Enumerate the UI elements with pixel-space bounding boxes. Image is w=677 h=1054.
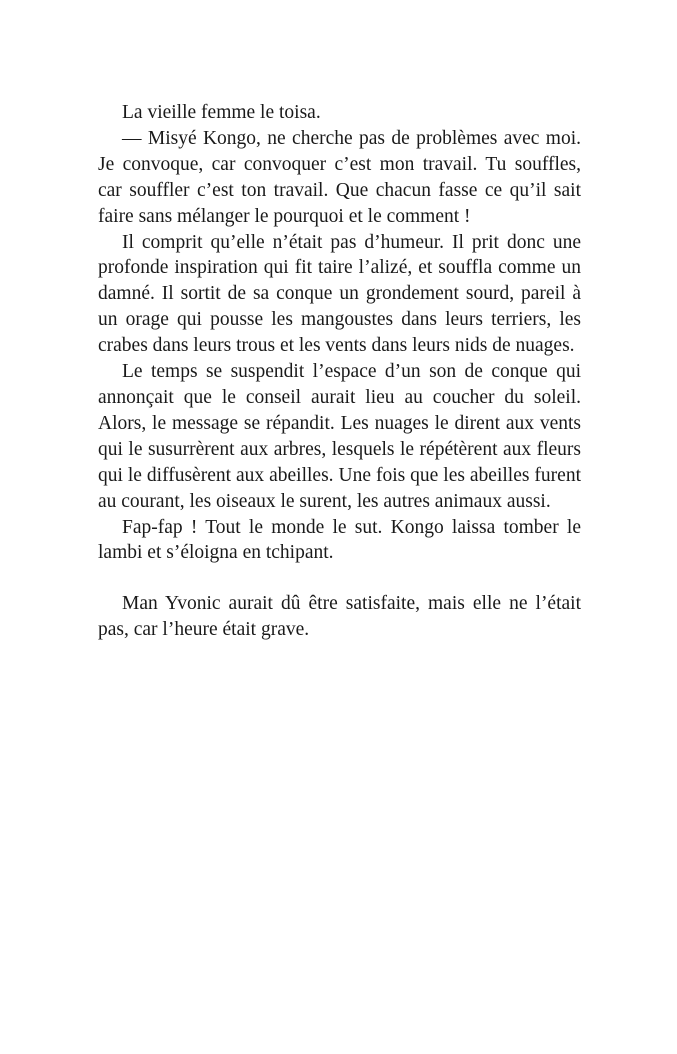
paragraph-message: Le temps se suspendit l’espace d’un son de conque qui annonçait que le conseil aurait lieu au coucher du soleil. Alors, le message se répandit. Les nuages le dirent aux vents qui le susurrèrent aux arbres, lesquels le répétèrent aux fleurs qui le diffusèrent aux abeilles. Une fois que les abeilles furent au courant, les oiseaux le surent, les autres animaux aussi. bbox=[98, 361, 581, 512]
section-break bbox=[98, 566, 581, 591]
paragraph-man-yvonic: Man Yvonic aurait dû être satisfaite, mais elle ne l’était pas, car l’heure était grave. bbox=[98, 593, 581, 641]
page-text bbox=[98, 100, 581, 643]
paragraph-souffle: Il comprit qu’elle n’était pas d’humeur. Il prit donc une profonde inspiration qui fit taire l’alizé, et souffla comme un damné. Il sortit de sa conque un grondement sourd, pareil à un orage qui pousse les mangoustes dans leurs terriers, les crabes dans leurs trous et les vents dans leurs nids de nuages. bbox=[98, 231, 581, 357]
paragraph-fap-fap: Fap-fap ! Tout le monde le sut. Kongo laissa tomber le lambi et s’éloigna en tchipant. bbox=[98, 516, 581, 564]
paragraph-dialogue: — Misyé Kongo, ne cherche pas de problèmes avec moi. Je convoque, car convoquer c’est mon travail. Tu souffles, car souffler c’est ton travail. Que chacun fasse ce qu’il sait faire sans mélanger le pourquoi et le comment ! bbox=[98, 127, 581, 227]
paragraph-toisa: La vieille femme le toisa. bbox=[122, 102, 321, 123]
